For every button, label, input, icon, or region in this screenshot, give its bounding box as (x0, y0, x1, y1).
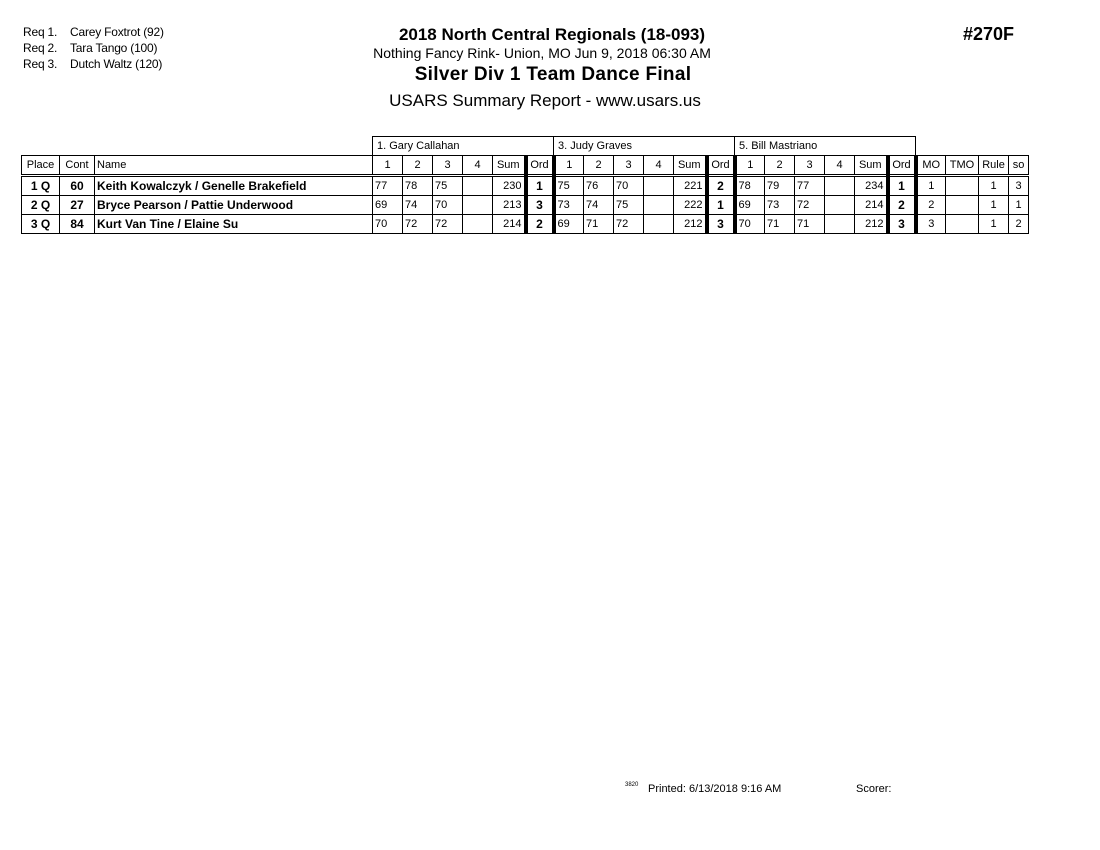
sum-cell: 221 (674, 176, 707, 196)
col-rule: Rule (979, 156, 1009, 176)
col-j1-s4: 4 (463, 156, 493, 176)
score-cell: 71 (795, 215, 825, 234)
ord-cell: 2 (526, 215, 554, 234)
score-cell: 73 (765, 196, 795, 215)
score-cell (644, 176, 674, 196)
score-cell: 69 (554, 215, 584, 234)
requirement-label: Req 1. (23, 25, 58, 39)
score-cell: 77 (373, 176, 403, 196)
tmo-cell (946, 176, 979, 196)
report-name: USARS Summary Report - www.usars.us (389, 91, 701, 110)
col-j3-s4: 4 (825, 156, 855, 176)
name-cell: Kurt Van Tine / Elaine Su (95, 215, 373, 234)
venue-line: Nothing Fancy Rink- Union, MO Jun 9, 2018 06:30 AM (373, 45, 711, 61)
score-cell (644, 215, 674, 234)
score-cell: 70 (614, 176, 644, 196)
tmo-cell (946, 215, 979, 234)
requirement-text: Carey Foxtrot (92) (70, 25, 164, 39)
score-cell: 74 (403, 196, 433, 215)
score-cell: 70 (433, 196, 463, 215)
score-cell: 75 (614, 196, 644, 215)
col-tmo: TMO (946, 156, 979, 176)
cont-cell: 60 (60, 176, 95, 196)
rule-cell: 1 (979, 215, 1009, 234)
ord-cell: 3 (526, 196, 554, 215)
score-cell: 71 (765, 215, 795, 234)
score-cell: 69 (735, 196, 765, 215)
col-j1-sum: Sum (493, 156, 526, 176)
competition-title: 2018 North Central Regionals (18-093) (398, 25, 706, 44)
score-cell (825, 215, 855, 234)
results-table (21, 136, 1029, 234)
score-cell (825, 176, 855, 196)
score-cell: 70 (373, 215, 403, 234)
col-j3-ord: Ord (888, 156, 916, 176)
score-cell: 69 (373, 196, 403, 215)
sum-cell: 214 (855, 196, 888, 215)
sum-cell: 222 (674, 196, 707, 215)
col-j2-s2: 2 (584, 156, 614, 176)
blank-cell (916, 137, 1029, 156)
printed-timestamp: Printed: 6/13/2018 9:16 AM (648, 783, 782, 795)
score-cell: 74 (584, 196, 614, 215)
so-cell: 3 (1009, 176, 1029, 196)
col-so: so (1009, 156, 1029, 176)
scorer-label: Scorer: (856, 783, 892, 795)
score-cell: 72 (403, 215, 433, 234)
score-cell (463, 196, 493, 215)
event-name: Silver Div 1 Team Dance Final (414, 64, 692, 85)
col-j3-sum: Sum (855, 156, 888, 176)
name-cell: Keith Kowalczyk / Genelle Brakefield (95, 176, 373, 196)
ord-cell: 3 (888, 215, 916, 234)
sum-cell: 212 (674, 215, 707, 234)
rule-cell: 1 (979, 196, 1009, 215)
col-mo: MO (916, 156, 946, 176)
score-cell: 77 (795, 176, 825, 196)
column-header-row (22, 156, 1029, 176)
col-j2-s4: 4 (644, 156, 674, 176)
mo-cell: 3 (916, 215, 946, 234)
sum-cell: 214 (493, 215, 526, 234)
score-cell: 72 (614, 215, 644, 234)
tmo-cell (946, 196, 979, 215)
rule-cell: 1 (979, 176, 1009, 196)
score-cell: 76 (584, 176, 614, 196)
score-cell: 71 (584, 215, 614, 234)
ord-cell: 2 (888, 196, 916, 215)
score-cell (463, 215, 493, 234)
blank-cell (22, 137, 373, 156)
place-cell: 3 Q (22, 215, 60, 234)
score-cell: 72 (795, 196, 825, 215)
so-cell: 1 (1009, 196, 1029, 215)
place-cell: 2 Q (22, 196, 60, 215)
table-row (22, 176, 1029, 196)
judge-2-header: 3. Judy Graves (554, 137, 735, 156)
col-j3-s1: 1 (735, 156, 765, 176)
so-cell: 2 (1009, 215, 1029, 234)
col-j1-s2: 2 (403, 156, 433, 176)
col-j2-sum: Sum (674, 156, 707, 176)
col-place: Place (22, 156, 60, 176)
score-cell: 79 (765, 176, 795, 196)
mo-cell: 2 (916, 196, 946, 215)
sum-cell: 234 (855, 176, 888, 196)
col-j3-s2: 2 (765, 156, 795, 176)
requirement-label: Req 2. (23, 41, 58, 55)
score-cell (644, 196, 674, 215)
score-cell: 73 (554, 196, 584, 215)
footer-code: 3820 (625, 782, 639, 788)
col-j1-s1: 1 (373, 156, 403, 176)
mo-cell: 1 (916, 176, 946, 196)
col-name: Name (95, 156, 373, 176)
score-cell: 70 (735, 215, 765, 234)
event-number: #270F (963, 24, 1015, 44)
score-cell: 72 (433, 215, 463, 234)
col-j1-ord: Ord (526, 156, 554, 176)
name-cell: Bryce Pearson / Pattie Underwood (95, 196, 373, 215)
cont-cell: 27 (60, 196, 95, 215)
ord-cell: 3 (707, 215, 735, 234)
ord-cell: 2 (707, 176, 735, 196)
col-j3-s3: 3 (795, 156, 825, 176)
judge-3-header: 5. Bill Mastriano (735, 137, 916, 156)
col-j2-s1: 1 (554, 156, 584, 176)
score-cell: 78 (735, 176, 765, 196)
score-cell (463, 176, 493, 196)
score-cell (825, 196, 855, 215)
col-j2-ord: Ord (707, 156, 735, 176)
ord-cell: 1 (707, 196, 735, 215)
judge-1-header: 1. Gary Callahan (373, 137, 554, 156)
col-cont: Cont (60, 156, 95, 176)
ord-cell: 1 (888, 176, 916, 196)
requirement-text: Dutch Waltz (120) (70, 57, 163, 71)
place-cell: 1 Q (22, 176, 60, 196)
cont-cell: 84 (60, 215, 95, 234)
col-j1-s3: 3 (433, 156, 463, 176)
col-j2-s3: 3 (614, 156, 644, 176)
score-cell: 75 (554, 176, 584, 196)
judge-header-row (22, 137, 1029, 156)
table-row (22, 196, 1029, 215)
table-row (22, 215, 1029, 234)
sum-cell: 212 (855, 215, 888, 234)
score-cell: 78 (403, 176, 433, 196)
score-cell: 75 (433, 176, 463, 196)
requirement-label: Req 3. (23, 57, 58, 71)
ord-cell: 1 (526, 176, 554, 196)
sum-cell: 230 (493, 176, 526, 196)
requirement-text: Tara Tango (100) (70, 41, 158, 55)
sum-cell: 213 (493, 196, 526, 215)
